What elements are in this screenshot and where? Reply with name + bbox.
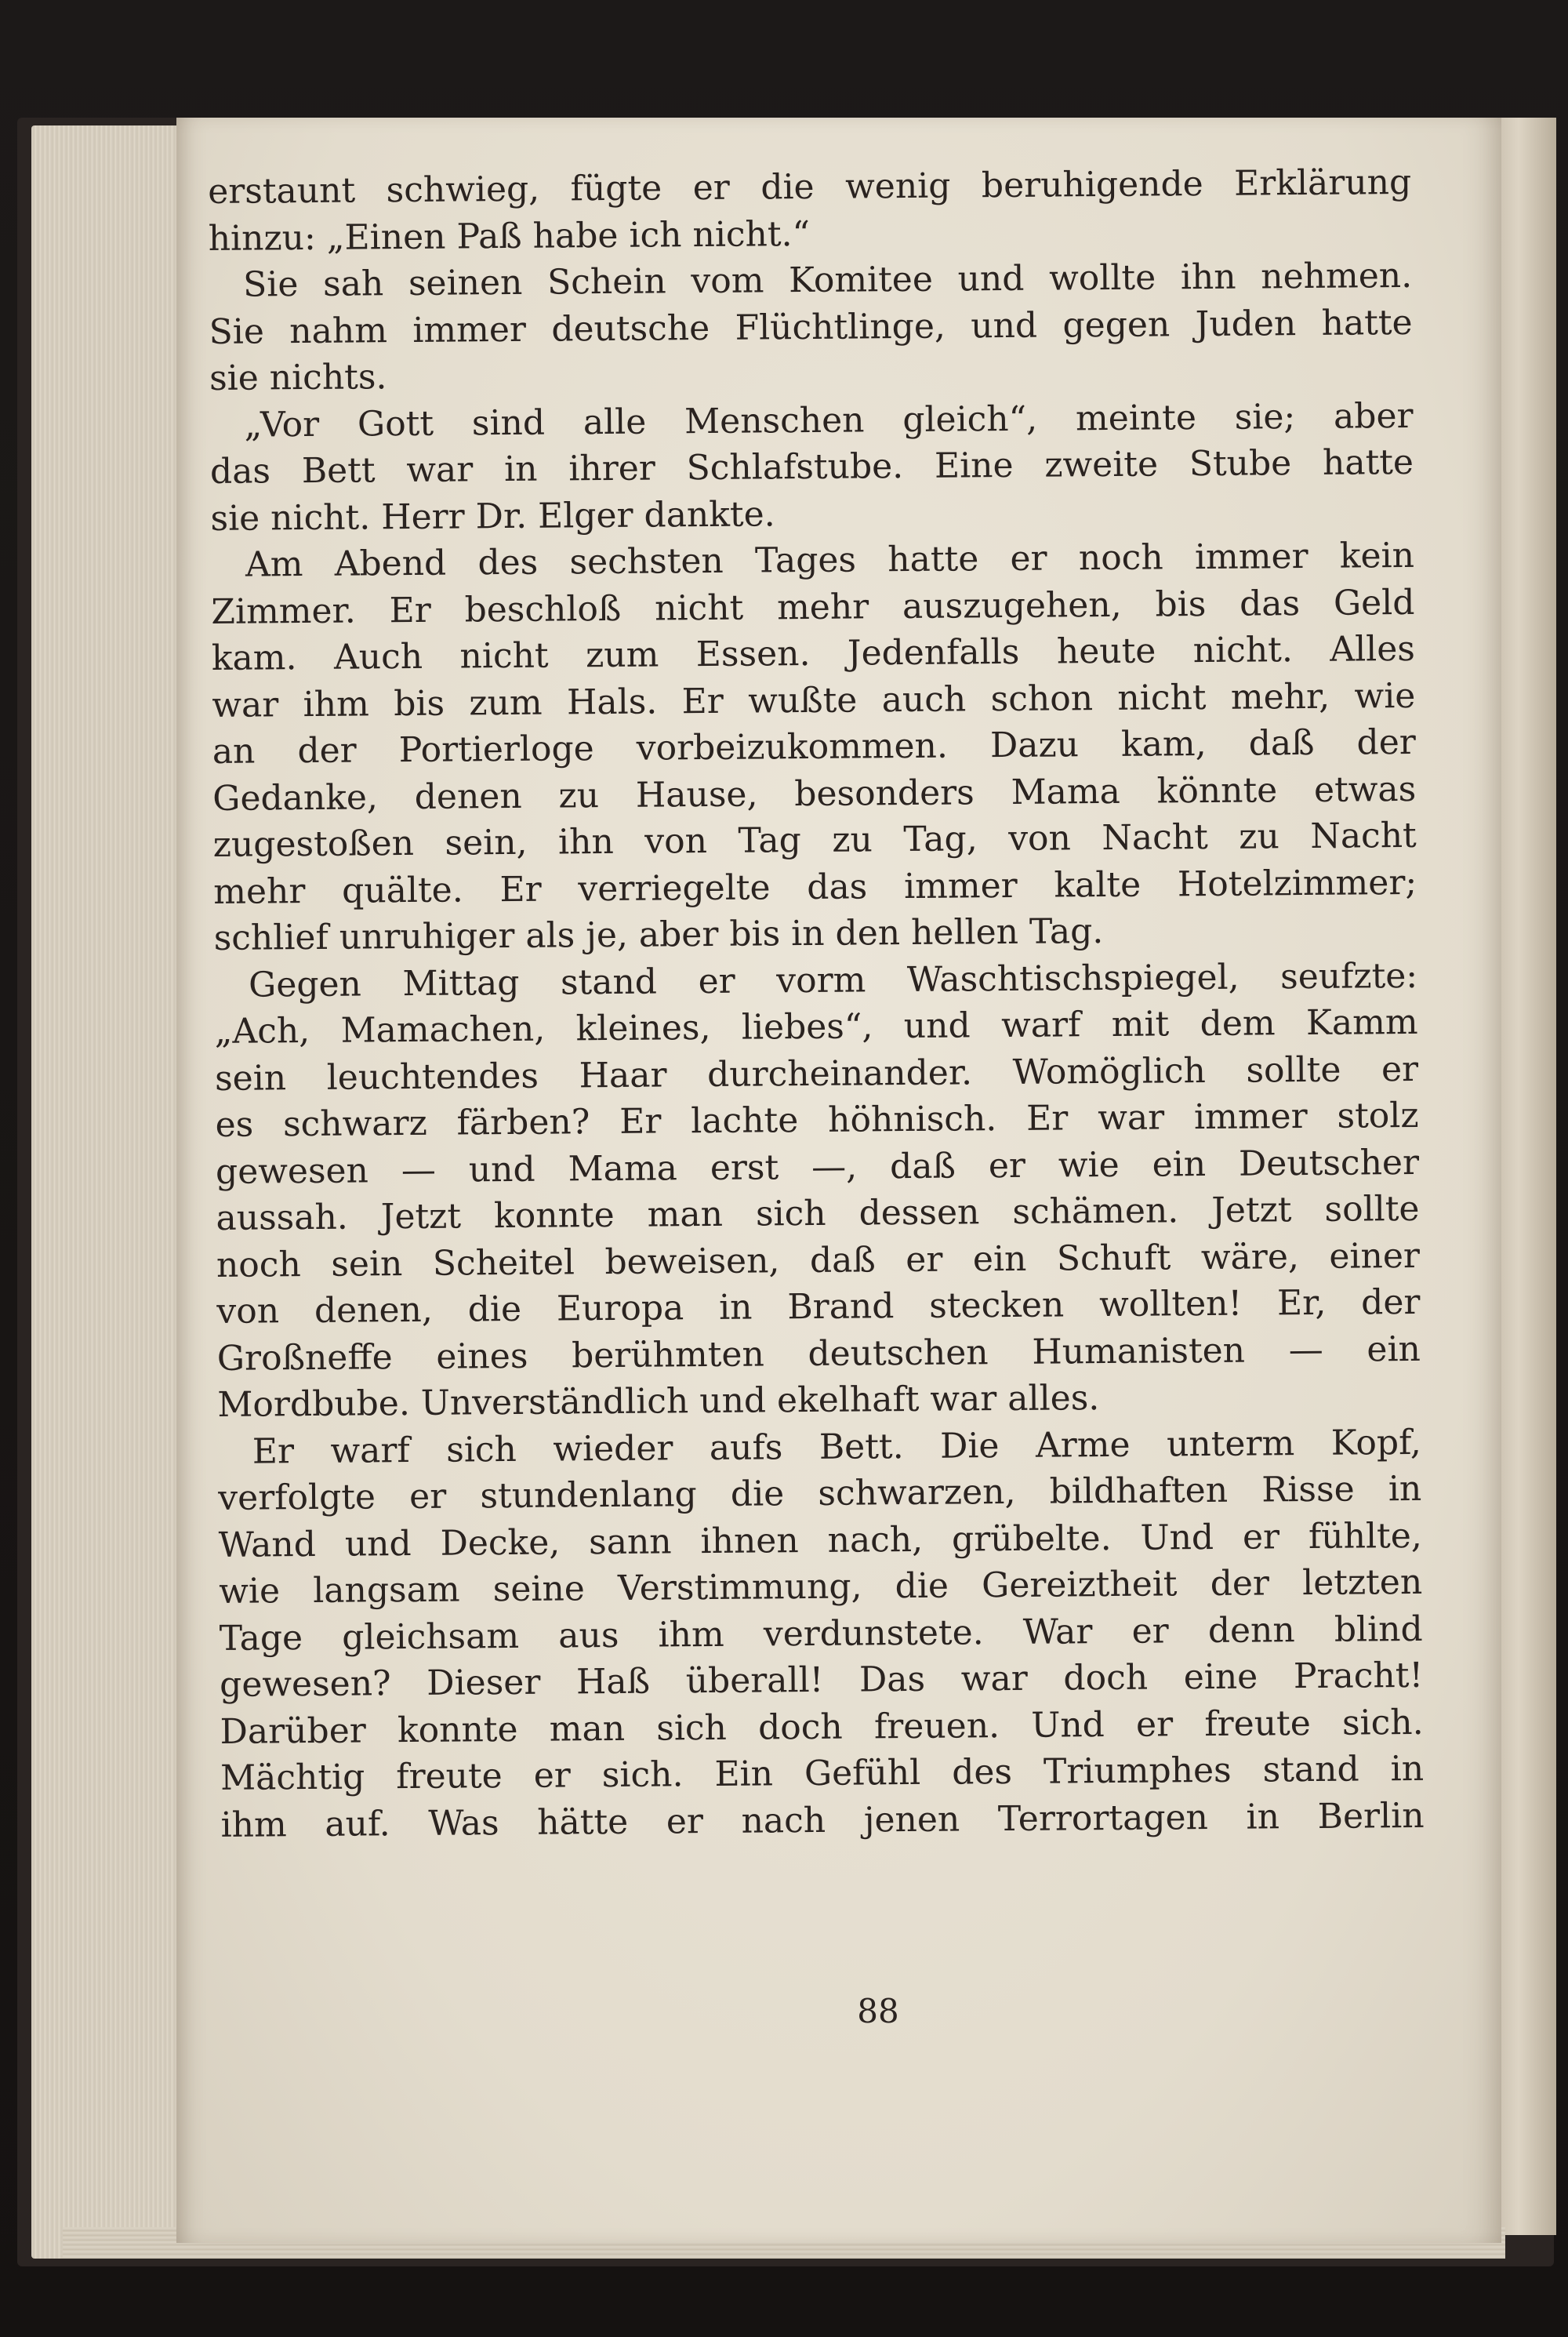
- text-line: „Ach, Mamachen, kleines, liebes“, und warf mit dem Kamm: [214, 1001, 1418, 1052]
- text-line: sie nichts.: [209, 357, 387, 398]
- page-stack-right-edge: [1494, 118, 1556, 2235]
- text-line: es schwarz färben? Er lachte höhnisch. Er war immer stolz: [215, 1095, 1419, 1145]
- text-line: aussah. Jetzt konnte man sich dessen schämen. Jetzt sollte: [216, 1188, 1420, 1238]
- text-line: Gedanke, denen zu Hause, besonders Mama könnte etwas: [212, 769, 1417, 819]
- text-line: sie nicht. Herr Dr. Elger dankte.: [210, 493, 775, 539]
- text-line: Tage gleichsam aus ihm verdunstete. War er denn blind: [219, 1608, 1423, 1659]
- text-line: an der Portierloge vorbeizukommen. Dazu kam, daß der: [212, 721, 1416, 772]
- text-line: Gegen Mittag stand er vorm Waschtischspiegel, seufzte:: [248, 955, 1418, 1005]
- text-line: verfolgte er stundenlang die schwarzen, bildhaften Risse in: [218, 1468, 1422, 1518]
- text-line: Sie sah seinen Schein vom Komitee und wollte ihn nehmen.: [242, 255, 1413, 305]
- text-line: erstaunt schwieg, fügte er die wenig beruhigende Erklärung: [208, 162, 1412, 212]
- text-line: von denen, die Europa in Brand stecken wollten! Er, der: [216, 1281, 1421, 1332]
- text-line: schlief unruhiger als je, aber bis in den hellen Tag.: [213, 911, 1104, 958]
- text-line: noch sein Scheitel beweisen, daß er ein Schuft wäre, einer: [216, 1235, 1421, 1285]
- text-line: kam. Auch nicht zum Essen. Jedenfalls heute nicht. Alles: [211, 628, 1416, 678]
- text-line: hinzu: „Einen Paß habe ich nicht.“: [208, 213, 811, 259]
- text-line: Darüber konnte man sich doch freuen. Und er freute sich.: [220, 1702, 1424, 1752]
- text-line: gewesen? Dieser Haß überall! Das war doch eine Pracht!: [219, 1655, 1424, 1705]
- text-line: „Vor Gott sind alle Menschen gleich“, meinte sie; aber: [244, 395, 1414, 445]
- text-line: Wand und Decke, sann ihnen nach, grübelte. Und er fühlte,: [218, 1515, 1422, 1565]
- page-stack-left-edge: [31, 125, 188, 2259]
- text-line: Mächtig freute er sich. Ein Gefühl des Triumphes stand in: [220, 1748, 1425, 1798]
- page-body-text: [208, 159, 1425, 1848]
- text-line: Großneffe eines berühmten deutschen Humanisten — ein: [216, 1328, 1421, 1379]
- page-number: 88: [857, 1992, 899, 2030]
- text-line: war ihm bis zum Hals. Er wußte auch schon nicht mehr, wie: [212, 675, 1416, 725]
- text-line: das Bett war in ihrer Schlafstube. Eine zweite Stube hatte: [209, 442, 1414, 492]
- text-line: mehr quälte. Er verriegelte das immer kalte Hotelzimmer;: [213, 862, 1417, 912]
- text-line: zugestoßen sein, ihn von Tag zu Tag, von Nacht zu Nacht: [212, 815, 1417, 865]
- text-line: Zimmer. Er beschloß nicht mehr auszugehen, bis das Geld: [211, 582, 1415, 632]
- text-line: sein leuchtendes Haar durcheinander. Womöglich sollte er: [214, 1049, 1419, 1099]
- text-line: Er warf sich wieder aufs Bett. Die Arme unterm Kopf,: [252, 1422, 1422, 1472]
- text-line: wie langsam seine Verstimmung, die Gereiztheit der letzten: [219, 1561, 1423, 1612]
- text-line: Am Abend des sechsten Tages hatte er noch immer kein: [245, 535, 1415, 585]
- text-line: Mordbube. Unverständlich und ekelhaft war alles.: [217, 1378, 1100, 1425]
- text-line: ihm auf. Was hätte er nach jenen Terrortagen in Berlin: [220, 1795, 1425, 1845]
- text-line: Sie nahm immer deutsche Flüchtlinge, und gegen Juden hatte: [209, 302, 1413, 352]
- text-line: gewesen — und Mama erst —, daß er wie ein Deutscher: [215, 1142, 1420, 1192]
